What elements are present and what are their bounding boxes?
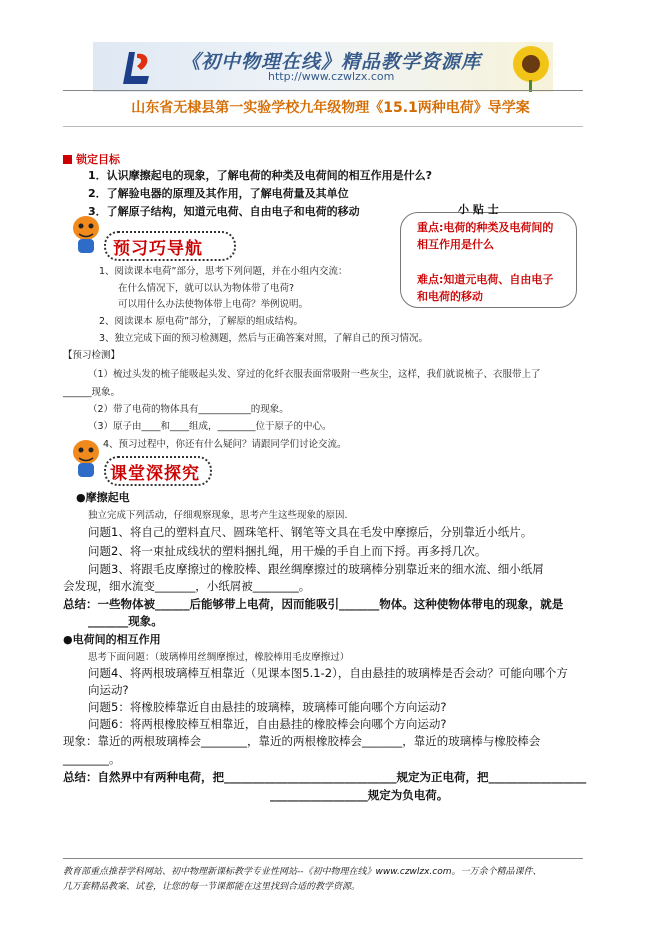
tips-title: 小 贴 士 <box>458 203 499 216</box>
check-item: ______现象。 <box>63 387 121 398</box>
friction-intro: 独立完成下列活动，仔细观察现象，思考产生这些现象的原因. <box>88 510 348 521</box>
goals-heading <box>63 151 120 167</box>
tips-diff-line <box>417 271 553 287</box>
preview-line: 可以用什么办法使物体带上电荷？举例说明。 <box>118 299 309 310</box>
interaction-heading: ●电荷间的相互作用 <box>63 633 161 646</box>
question-3-cont: 会发现，细水流变_______，小纸屑被________。 <box>63 579 311 593</box>
check-heading: 【预习检测】 <box>63 350 121 361</box>
tiger-mascot-icon <box>67 212 105 256</box>
check-item: （2）带了电荷的物体具有___________的现象。 <box>88 404 289 415</box>
question-2: 问题2、将一束扯成线状的塑料捆扎绳，用干燥的手自上而下捋。再多捋几次。 <box>88 544 487 558</box>
check-item: 4、预习过程中，你还有什么疑问？请跟同学们讨论交流。 <box>103 439 347 450</box>
preview-line: 在什么情况下，就可以认为物体带了电荷? <box>118 283 295 294</box>
friction-heading: ●摩擦起电 <box>76 491 130 504</box>
footer-line: 教育部重点推荐学科网站、初中物理新课标教学专业性网站--《初中物理在线》www.czwlzx.com。一万余个精品课件、 <box>63 867 542 877</box>
page-title: 山东省无棣县第一实验学校九年级物理《15.1两种电荷》导学案 <box>131 100 530 116</box>
question-4-cont: 向运动? <box>88 683 129 697</box>
tips-diff-line2: 和电荷的移动 <box>417 290 483 303</box>
title-rule <box>63 126 583 127</box>
tips-key-line <box>417 219 553 235</box>
footer-line: 几万套精品教案、试卷，让您的每一节课都能在这里找到合适的教学资源。 <box>63 882 361 892</box>
site-logo-icon <box>115 46 155 88</box>
key-text: :电荷的种类及电荷间的 <box>439 221 554 234</box>
sunflower-icon <box>503 42 553 92</box>
preview-line: 3、独立完成下面的预习检测题，然后与正确答案对照，了解自己的预习情况。 <box>99 333 429 344</box>
interaction-intro: 思考下面问题：（玻璃棒用丝绸摩擦过，橡胶棒用毛皮摩擦过） <box>88 652 350 663</box>
explore-heading: 课堂深探究 <box>110 464 200 484</box>
tips-key-line2: 相互作用是什么 <box>417 238 494 251</box>
header-banner <box>93 42 553 92</box>
phenomena-cont: ________。 <box>63 752 121 766</box>
diff-label: 难点 <box>417 273 439 286</box>
question-5: 问题5：将橡胶棒靠近自由悬挂的玻璃棒，玻璃棒可能向哪个方向运动? <box>88 700 447 714</box>
goal-item: 2．了解验电器的原理及其作用，了解电荷量及其单位 <box>88 187 349 200</box>
footer-rule <box>63 858 583 859</box>
goal-item: 1．认识摩擦起电的现象，了解电荷的种类及电荷间的相互作用是什么? <box>88 169 433 182</box>
summary-2: 总结：自然界中有两种电荷，把______________________________规定为正电荷，把_________________ <box>63 770 587 784</box>
red-square-icon <box>63 155 72 164</box>
key-label: 重点 <box>417 221 439 234</box>
diff-text: :知道元电荷、自由电子 <box>439 273 554 286</box>
check-item: （1）梳过头发的梳子能吸起头发、穿过的化纤衣服表面常吸附一些灰尘，这样，我们就说梳子、衣服带上了 <box>88 369 541 380</box>
summary-1: 总结：一些物体被______后能够带上电荷，因而能吸引_______物体。这种使物体带电的现象，就是 <box>63 597 564 611</box>
preview-heading: 预习巧导航 <box>113 239 203 259</box>
banner-title: 《初中物理在线》精品教学资源库 <box>181 51 482 73</box>
phenomena: 现象：靠近的两根玻璃棒会________，靠近的两根橡胶棒会_______，靠近的玻璃棒与橡胶棒会 <box>63 734 541 748</box>
summary-1-cont: _______现象。 <box>88 614 163 628</box>
question-3: 问题3、将跟毛皮摩擦过的橡胶棒、跟丝绸摩擦过的玻璃棒分别靠近来的细水流、细小纸屑 <box>88 562 544 576</box>
summary-2-cont: _________________规定为负电荷。 <box>270 788 449 802</box>
question-6: 问题6：将两根橡胶棒互相靠近，自由悬挂的橡胶棒会向哪个方向运动? <box>88 717 447 731</box>
tiger-mascot-icon <box>67 436 105 480</box>
preview-line: 2、阅读课本 原电荷”部分，了解原的组成结构。 <box>99 316 303 327</box>
question-1: 问题1、将自己的塑料直尺、圆珠笔杆、钢笔等文具在毛发中摩擦后，分别靠近小纸片。 <box>88 525 533 539</box>
check-item: （3）原子由____和____组成，________位于原子的中心。 <box>88 421 332 432</box>
header-rule <box>63 90 583 91</box>
preview-line: 1、阅读课本电荷”部分，思考下列问题，并在小组内交流： <box>99 266 348 277</box>
banner-url[interactable]: http://www.czwlzx.com <box>268 70 395 83</box>
goals-heading-text: 锁定目标 <box>76 153 120 166</box>
goal-item: 3．了解原子结构，知道元电荷、自由电子和电荷的移动 <box>88 205 360 218</box>
question-4: 问题4、将两根玻璃棒互相靠近（见课本图5.1-2），自由悬挂的玻璃棒是否会动？可能向哪个方 <box>88 666 568 680</box>
